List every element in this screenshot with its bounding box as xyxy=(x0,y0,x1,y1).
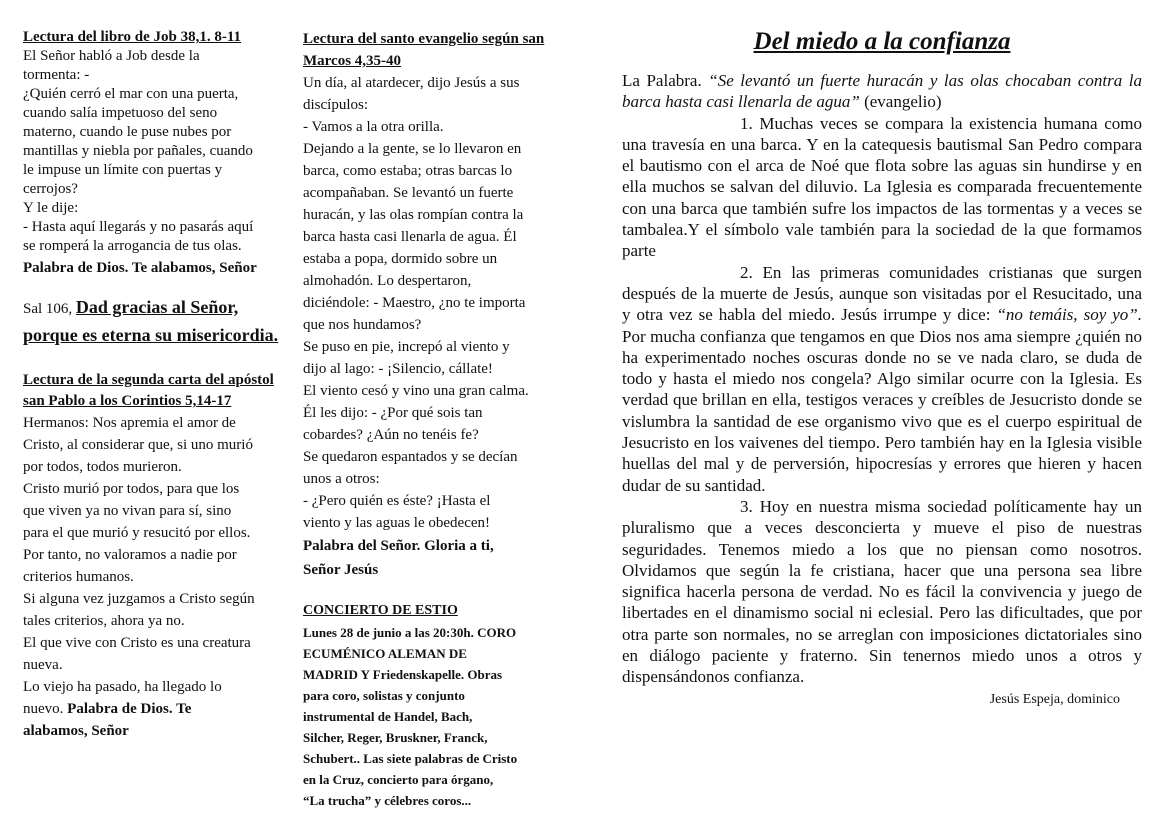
text-line: cuando salía impetuoso del seno xyxy=(23,105,218,121)
text-line: nueva. xyxy=(23,657,63,673)
text-line: Se quedaron espantados y se decían xyxy=(303,449,518,465)
text-line: cerrojos? xyxy=(23,181,78,197)
text-line: estaba a popa, dormido sobre un xyxy=(303,251,498,267)
text-line: cobardes? ¿Aún no tenéis fe? xyxy=(303,427,479,443)
text-line: barca hasta casi llenarla de agua. Él xyxy=(303,229,517,245)
left-column xyxy=(23,28,295,742)
gospel-closing-2: Señor Jesús xyxy=(303,562,379,578)
text-line: Un día, al atardecer, dijo Jesús a sus xyxy=(303,75,520,91)
job-closing: Palabra de Dios. Te alabamos, Señor xyxy=(23,260,257,276)
text-line: Dejando a la gente, se lo llevaron en xyxy=(303,141,522,157)
text-line: tales criterios, ahora ya no. xyxy=(23,613,185,629)
text-line: tormenta: - xyxy=(23,67,90,83)
text-line: almohadón. Lo despertaron, xyxy=(303,273,472,289)
text-line: Cristo, al considerar que, si uno murió xyxy=(23,437,253,453)
article-title: Del miedo a la confianza xyxy=(753,28,1011,55)
text-line: Silcher, Reger, Bruskner, Franck, xyxy=(303,730,488,745)
text-line: para coro, solistas y conjunto xyxy=(303,688,465,703)
text-line: barca, como estaba; otras barcas lo xyxy=(303,163,513,179)
right-column xyxy=(622,26,1142,708)
text-line: El Señor habló a Job desde la xyxy=(23,48,200,64)
text-line: El que vive con Cristo es una creatura xyxy=(23,635,251,651)
text-line: mantillas y niebla por pañales, cuando xyxy=(23,143,253,159)
text-line: Hermanos: Nos apremia el amor de xyxy=(23,415,236,431)
paragraph-1: 1. Muchas veces se compara la existencia humana como una travesía en una barca. Y en la catequesis bautismal San Pedro compara el bautismo con el arca de Noé que flota sobre las aguas sin hundirse y en ella muchos se salvan del diluvio. La Iglesia es comparada frecuentemente con una barca que también sufre los impactos de las tormentas y a veces se tambalea.Y el símbolo vale también para la sociedad de la que formamos parte xyxy=(622,113,1142,261)
job-reading-text xyxy=(23,47,295,256)
text-line: que nos hundamos? xyxy=(303,317,422,333)
middle-column xyxy=(303,28,565,811)
paragraph-3: 3. Hoy en nuestra misma sociedad políticamente hay un pluralismo que a veces desconcierta y mueve el piso de nuestras seguridades. Tenemos miedo a los que no piensan como nosotros. Olvidamos que según la fe cristiana, hacer que una persona sea libre significa hacerla persona de verdad. No es fácil la convivencia y juego de libertades en el dinamismo social ni eclesial. Pero las dificultades, que por otra parte son normales, no se arreglan con imposiciones dictatoriales sino en diálogo paciente y fraterno. Sin tenernos miedo unos a otros y dispensándonos confianza. xyxy=(622,496,1142,687)
text-line: Lo viejo ha pasado, ha llegado lo xyxy=(23,679,222,695)
text-line: Y le dije: xyxy=(23,200,79,216)
text-line: viento y las aguas le obedecen! xyxy=(303,515,491,531)
text-line: materno, cuando le puse nubes por xyxy=(23,124,232,140)
text-line: - ¿Pero quién es éste? ¡Hasta el xyxy=(303,493,491,509)
author-signature: Jesús Espeja, dominico xyxy=(989,691,1120,707)
text-line: Si alguna vez juzgamos a Cristo según xyxy=(23,591,255,607)
text-line: Se puso en pie, increpó al viento y xyxy=(303,339,510,355)
text-line: discípulos: xyxy=(303,97,369,113)
corinthians-closing: nuevo. Palabra de Dios. Te xyxy=(23,701,192,717)
corinthians-closing-2: alabamos, Señor xyxy=(23,723,129,739)
psalm-refrain: Dad gracias al Señor, porque es eterna su misericordia. xyxy=(23,297,279,345)
text-line: El viento cesó y vino una gran calma. xyxy=(303,383,529,399)
text-line: unos a otros: xyxy=(303,471,380,487)
text-line: le impuse un límite con puertas y xyxy=(23,162,223,178)
concert-details xyxy=(303,622,565,811)
text-line: Schubert.. Las siete palabras de Cristo xyxy=(303,751,518,766)
text-line: se romperá la arrogancia de tus olas. xyxy=(23,238,242,254)
text-line: - Vamos a la otra orilla. xyxy=(303,119,444,135)
text-line: Lunes 28 de junio a las 20:30h. CORO xyxy=(303,625,517,640)
text-line: ECUMÉNICO ALEMAN DE xyxy=(303,646,467,661)
text-line: instrumental de Handel, Bach, xyxy=(303,709,473,724)
psalm-block xyxy=(23,294,295,350)
intro-paragraph: La Palabra. “Se levantó un fuerte huracán y las olas chocaban contra la barca hasta casi llenarla de agua” (evangelio) xyxy=(622,71,1142,112)
text-line: Cristo murió por todos, para que los xyxy=(23,481,240,497)
text-line: huracán, y las olas rompían contra la xyxy=(303,207,524,223)
text-line: dijo al lago: - ¡Silencio, cállate! xyxy=(303,361,493,377)
text-line: - Hasta aquí llegarás y no pasarás aquí xyxy=(23,219,254,235)
gospel-reading-heading: Lectura del santo evangelio según san Marcos 4,35-40 xyxy=(303,31,545,69)
text-line: “La trucha” y célebres coros... xyxy=(303,793,472,808)
text-line: Él les dijo: - ¿Por qué sois tan xyxy=(303,405,483,421)
corinthians-reading-text xyxy=(23,412,295,698)
text-line: diciéndole: - Maestro, ¿no te importa xyxy=(303,295,526,311)
gospel-closing: Palabra del Señor. Gloria a ti, xyxy=(303,538,494,554)
text-line: Por tanto, no valoramos a nadie por xyxy=(23,547,237,563)
text-line: criterios humanos. xyxy=(23,569,134,585)
paragraph-2: 2. En las primeras comunidades cristianas que surgen después de la muerte de Jesús, aunque son visitadas por el Resucitado, una y otra vez se habla del miedo. Jesús irrumpe y dice: “no temáis, soy yo”. Por mucha confianza que tengamos en que Dios nos ama siempre ¿quién no ha experimentado noches oscuras donde no se ve nada claro, se duda de todo y hasta el miedo nos congela? Algo similar ocurre con la Iglesia. Es verdad que brillan en ella, testigos veraces y creíbles de Jesucristo donde se vislumbra la santidad de ese organismo vivo que es el cuerpo espiritual de Jesucristo en los vaivenes del tiempo. Pero también hay en la Iglesia visible huellas del mal y de perversión, hipocresías y errores que hieren y hacen dudar de su santidad. xyxy=(622,262,1143,495)
concert-heading: CONCIERTO DE ESTIO xyxy=(303,603,458,618)
job-reading-heading: Lectura del libro de Job 38,1. 8-11 xyxy=(23,29,242,45)
psalm-reference: Sal 106, xyxy=(23,301,73,317)
text-line: en la Cruz, concierto para órgano, xyxy=(303,772,494,787)
text-line: para el que murió y resucitó por ellos. xyxy=(23,525,251,541)
text-line: ¿Quién cerró el mar con una puerta, xyxy=(23,86,239,102)
text-line: por todos, todos murieron. xyxy=(23,459,182,475)
text-line: acompañaban. Se levantó un fuerte xyxy=(303,185,514,201)
corinthians-reading-heading: Lectura de la segunda carta del apóstol san Pablo a los Corintios 5,14-17 xyxy=(23,372,274,409)
gospel-reading-text xyxy=(303,72,565,534)
text-line: que viven ya no vivan para sí, sino xyxy=(23,503,232,519)
text-line: MADRID Y Friedenskapelle. Obras xyxy=(303,667,503,682)
